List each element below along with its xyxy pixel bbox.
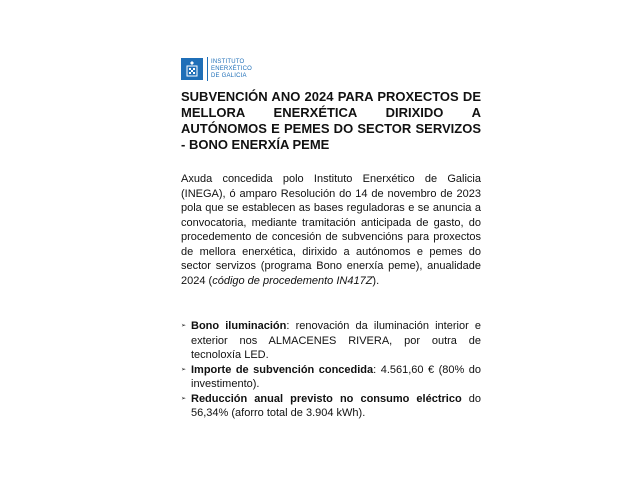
arrowhead-bullet-icon: ➢: [181, 323, 187, 329]
list-item-label: Importe de subvención concedida: [191, 363, 374, 376]
list-item-text: : renovación da iluminación interior e exterior nos ALMACENES RIVERA, por outra de tecnoloxía LED.: [191, 320, 481, 361]
logo-line-1: INSTITUTO: [211, 58, 245, 65]
list-item-label: Reducción anual previsto no consumo eléctrico: [191, 392, 462, 405]
document-title: SUBVENCIÓN ANO 2024 PARA PROXECTOS DE MELLORA ENERXÉTICA DIRIXIDO A AUTÓNOMOS E PEMES DO SECTOR SERVIZOS - BONO ENERXÍA PEME: [181, 89, 481, 152]
logo-line-2: ENERXÉTICO: [211, 65, 253, 72]
galicia-emblem-icon: [181, 58, 203, 80]
grant-details-list: [181, 319, 481, 421]
description-text: Axuda concedida polo Instituto Enerxético de Galicia (INEGA), ó amparo Resolución do 14 de novembro de 2023 pola que se establecen as bases reguladoras e se anuncia a convocatoria, mediante tramitación anticipada de gasto, do procedemento de concesión de subvencións para proxectos de mellora enerxética, dirixido a autónomos e pemes do sector servizos (programa Bono enerxía peme), anualidade 2024 (: [181, 173, 481, 287]
logo-text: [211, 59, 252, 80]
procedure-code: código de procedemento IN417Z: [212, 274, 373, 287]
logo-line-3: DE GALICIA: [211, 72, 247, 79]
list-item: [181, 392, 481, 421]
list-item: [181, 319, 481, 363]
list-item: [181, 363, 481, 392]
inega-logo: [181, 56, 481, 82]
list-item-text: : 4.561,60 € (80% do investimento).: [191, 363, 481, 390]
arrowhead-bullet-icon: ➢: [181, 366, 187, 373]
description-closing: ).: [372, 274, 380, 287]
grant-description: [181, 172, 481, 288]
document: [181, 56, 481, 421]
list-item-label: Bono iluminación: [191, 320, 287, 332]
arrowhead-bullet-icon: ➢: [181, 395, 187, 402]
logo-divider: [207, 57, 208, 81]
list-item-text: do 56,34% (aforro total de 3.904 kWh).: [191, 392, 481, 419]
